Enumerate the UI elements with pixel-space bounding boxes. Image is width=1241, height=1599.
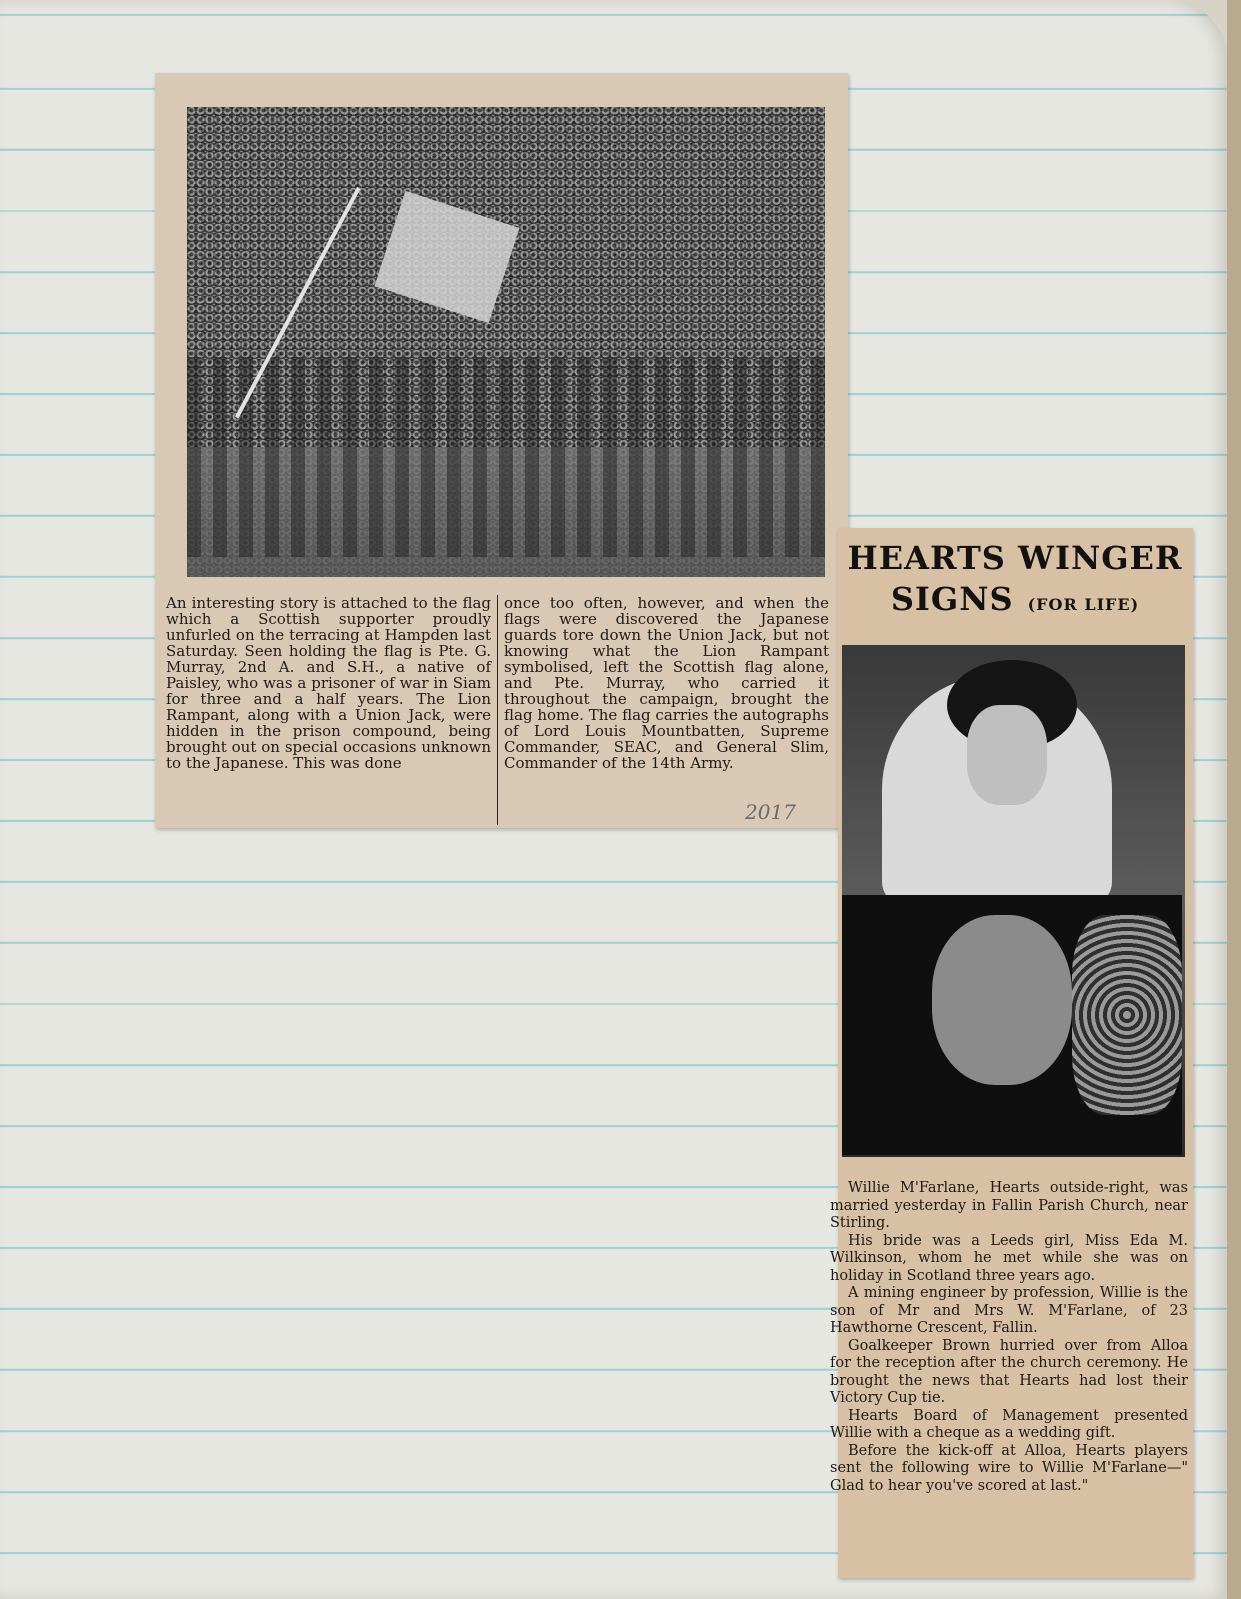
crowd-photo: [187, 107, 825, 577]
wedding-photo: [842, 645, 1185, 1157]
headline-line-2: SIGNS: [890, 580, 1014, 618]
hearts-story: [830, 1180, 1188, 1495]
page-edge: [1227, 0, 1241, 1599]
lion-rampant-flag: [374, 191, 519, 323]
crowd-figures: [187, 357, 825, 557]
story-paragraph: A mining engineer by profession, Willie is the son of Mr and Mrs W. M'Farlane, of 23 Hawthorne Crescent, Fallin.: [830, 1285, 1188, 1336]
flag-caption: [160, 595, 835, 825]
bouquet: [1072, 915, 1182, 1115]
subheadline: (FOR LIFE): [1027, 595, 1140, 614]
headline-line-2-row: [840, 578, 1190, 626]
headline-line-1: HEARTS WINGER: [847, 539, 1183, 577]
caption-column-1: An interesting story is attached to the flag which a Scottish supporter proudly unfurled on the terracing at Hampden last Saturday. Seen holding the flag is Pte. G. Murray, 2nd A. and S.H., a native of Paisley, who was a prisoner of war in Siam for three and a half years. The Lion Rampant, along with a Union Jack, were hidden in the prison compound, being brought out on special occasions unknown to the Japanese. This was done: [166, 594, 491, 772]
story-paragraph: Hearts Board of Management presented Willie with a cheque as a wedding gift.: [830, 1407, 1188, 1441]
caption-column-2: once too often, however, and when the flags were discovered the Japanese guards tore down the Union Jack, but not knowing what the Lion Rampant symbolised, left the Scottish flag alone, and Pte. Murray, who carried it throughout the campaign, brought the flag home. The flag carries the autographs of Lord Louis Mountbatten, Supreme Commander, SEAC, and General Slim, Commander of the 14th Army.: [497, 595, 835, 825]
story-paragraph: Willie M'Farlane, Hearts outside-right, was married yesterday in Fallin Parish Church, near Stirling.: [830, 1180, 1188, 1231]
story-paragraph: Before the kick-off at Alloa, Hearts players sent the following wire to Willie M'Farlane—" Glad to hear you've scored at last.": [830, 1442, 1188, 1494]
groom-head: [932, 915, 1072, 1085]
bride-face: [967, 705, 1047, 805]
handwritten-note: 2017: [745, 800, 796, 824]
headline: [840, 538, 1190, 626]
story-paragraph: Goalkeeper Brown hurried over from Alloa for the reception after the church ceremony. He brought the news that Hearts had lost their Victory Cup tie.: [830, 1337, 1188, 1406]
story-paragraph: His bride was a Leeds girl, Miss Eda M. Wilkinson, whom he met while she was on holiday in Scotland three years ago.: [830, 1232, 1188, 1284]
